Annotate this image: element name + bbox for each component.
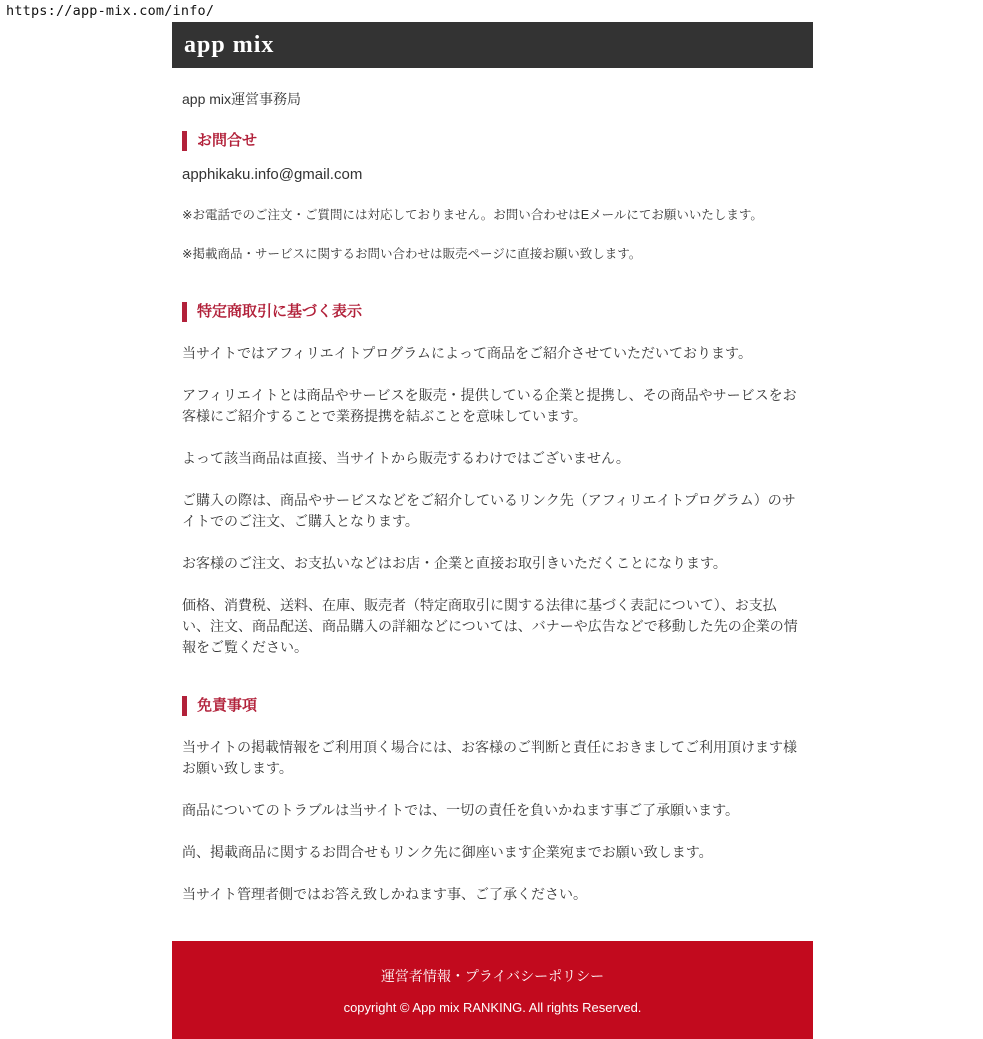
tokutei-paragraph: お客様のご注文、お支払いなどはお店・企業と直接お取引きいただくことになります。 [182, 555, 727, 571]
contact-note-products: ※掲載商品・サービスに関するお問い合わせは販売ページに直接お願い致します。 [182, 247, 642, 261]
disclaimer-paragraph: 当サイト管理者側ではお答え致しかねます事、ご了承ください。 [182, 886, 588, 902]
site-header [172, 22, 813, 68]
browser-url-caption: https://app-mix.com/info/ [6, 3, 215, 19]
contact-note-phone: ※お電話でのご注文・ご質問には対応しておりません。お問い合わせはEメールにてお願いいたします。 [182, 208, 763, 222]
disclaimer-paragraph: 当サイトの掲載情報をご利用頂く場合には、お客様のご判断と責任におきましてご利用頂けます様お願い致します。 [182, 739, 798, 776]
disclaimer-heading: 免責事項 [182, 696, 803, 716]
tokutei-paragraph: アフィリエイトとは商品やサービスを販売・提供している企業と提携し、その商品やサービスをお客様にご紹介することで業務提携を結ぶことを意味しています。 [182, 387, 797, 424]
section-contact [182, 131, 803, 264]
section-disclaimer [182, 696, 803, 905]
contact-email-text: apphikaku.info@gmail.com [182, 166, 363, 183]
footer-copyright-text: copyright © App mix RANKING. All rights Reserved. [343, 1000, 642, 1015]
operator-name-text: app mix運営事務局 [182, 91, 302, 107]
tokutei-paragraph: 当サイトではアフィリエイトプログラムによって商品をご紹介させていただいております。 [182, 345, 752, 361]
contact-heading: お問合せ [182, 131, 803, 151]
disclaimer-paragraph: 尚、掲載商品に関するお問合せもリンク先に御座います企業宛までお願い致します。 [182, 844, 713, 860]
site-footer [172, 941, 813, 1039]
site-logo[interactable]: app mix [184, 31, 275, 58]
footer-privacy-policy-link[interactable]: 運営者情報・プライバシーポリシー [380, 968, 605, 984]
section-tokutei [182, 302, 803, 658]
tokutei-heading: 特定商取引に基づく表示 [182, 302, 803, 322]
tokutei-paragraph: ご購入の際は、商品やサービスなどをご紹介しているリンク先（アフィリエイトプログラム）のサイトでのご注文、ご購入となります。 [182, 492, 796, 529]
tokutei-paragraph: よって該当商品は直接、当サイトから販売するわけではございません。 [182, 450, 630, 466]
main-content [172, 89, 813, 905]
tokutei-paragraph: 価格、消費税、送料、在庫、販売者（特定商取引に関する法律に基づく表記について）、お支払い、注文、商品配送、商品購入の詳細などについては、バナーや広告などで移動した先の企業の情報をご覧ください。 [182, 597, 798, 655]
disclaimer-paragraph: 商品についてのトラブルは当サイトでは、一切の責任を負いかねます事ご了承願います。 [182, 802, 740, 818]
page-wrapper [172, 22, 813, 1039]
